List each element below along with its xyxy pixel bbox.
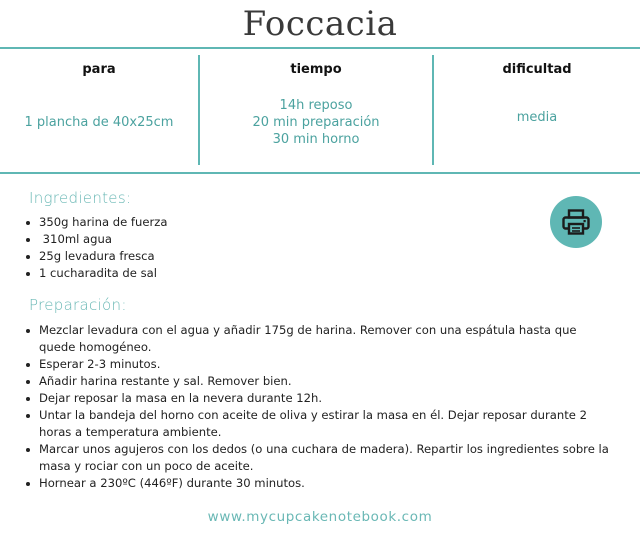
list-item: Untar la bandeja del horno con aceite de oliva y estirar la masa en él. Dejar reposar durante 2 horas a temperatura ambiente. xyxy=(24,407,614,441)
list-item: Mezclar levadura con el agua y añadir 175g de harina. Remover con una espátula hasta que quede homogéneo. xyxy=(24,322,614,356)
recipe-info-table xyxy=(0,49,640,172)
list-item: 25g levadura fresca xyxy=(24,248,324,265)
dificultad-label: dificultad xyxy=(502,62,572,77)
para-value: 1 plancha de 40x25cm xyxy=(24,115,174,130)
tiempo-label: tiempo xyxy=(290,62,342,77)
para-label: para xyxy=(82,62,116,77)
ingredients-title: Ingredientes: xyxy=(29,189,132,207)
info-col-para xyxy=(0,49,198,172)
list-item: Esperar 2-3 minutos. xyxy=(24,356,614,373)
dificultad-value: media xyxy=(516,110,558,125)
printer-icon xyxy=(562,209,590,235)
list-item: Dejar reposar la masa en la nevera durante 12h. xyxy=(24,390,614,407)
list-item: 350g harina de fuerza xyxy=(24,214,324,231)
list-item: Hornear a 230ºC (446ºF) durante 30 minutos. xyxy=(24,475,614,492)
preparation-list xyxy=(24,322,614,492)
recipe-title: Foccacia xyxy=(242,4,398,44)
tiempo-horno: 30 min horno xyxy=(272,132,360,147)
info-col-tiempo xyxy=(200,49,432,172)
list-item: Añadir harina restante y sal. Remover bien. xyxy=(24,373,614,390)
info-col-dificultad xyxy=(434,49,640,172)
print-button[interactable] xyxy=(550,196,602,248)
list-item: 310ml agua xyxy=(24,231,324,248)
tiempo-preparacion: 20 min preparación xyxy=(252,115,380,130)
bottom-divider xyxy=(0,172,640,174)
tiempo-reposo: 14h reposo xyxy=(279,98,353,113)
ingredients-list xyxy=(24,214,324,282)
tiempo-values xyxy=(200,97,432,148)
footer-website: www.mycupcakenotebook.com xyxy=(207,509,433,525)
list-item: 1 cucharadita de sal xyxy=(24,265,324,282)
list-item: Marcar unos agujeros con los dedos (o una cuchara de madera). Repartir los ingredientes sobre la masa y rociar con un poco de aceite. xyxy=(24,441,614,475)
preparation-title: Preparación: xyxy=(29,296,127,314)
